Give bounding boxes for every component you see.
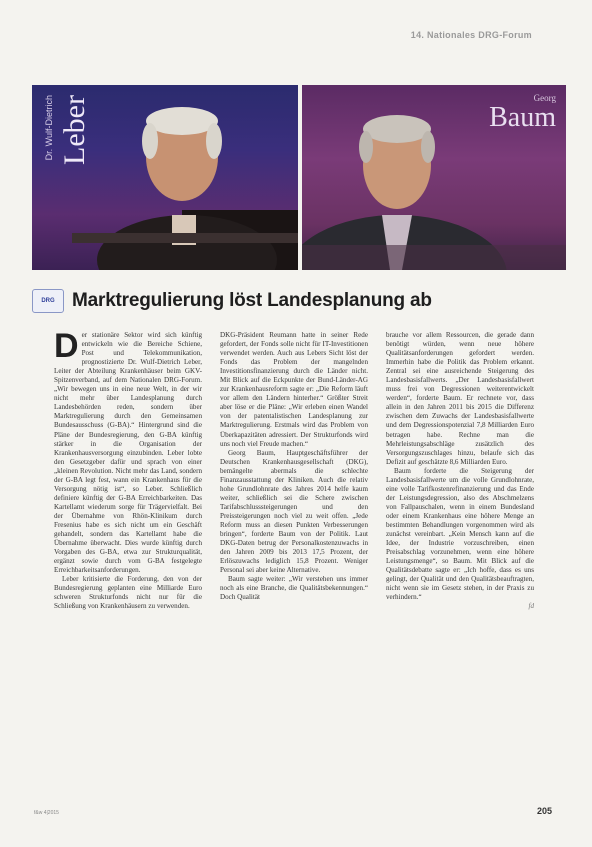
article-body	[54, 327, 538, 831]
photo-strip	[32, 85, 566, 270]
article-headline: Marktregulierung löst Landesplanung ab	[72, 290, 432, 311]
footer-issue: f&w 4|2015	[34, 810, 59, 816]
page-number: 205	[536, 806, 552, 816]
article-column-2	[220, 331, 368, 602]
logo-text: DRG	[41, 298, 55, 304]
baum-banner	[489, 93, 556, 133]
leber-last-name: Leber	[58, 95, 91, 165]
article-column-3	[386, 331, 534, 611]
baum-last-name: Baum	[489, 102, 556, 133]
article-title-row	[32, 286, 432, 316]
photo-baum	[302, 85, 566, 270]
paragraph: Georg Baum, Hauptgeschäftsführer der Deutschen Krankenhausgesellschaft (DKG), bemängelte abermals die schlechte Finanzausstattung der Kliniken. Auch die relativ hohe Grundlohnrate des Jahres 2014 helfe kaum weiter, schließlich sei die Schere zwischen Tarifabschlusssteigerungen und den Preissteigerungen noch viel zu weit offen. „Jede Reform muss an diesen Punkten Verbesserungen bringen“, forderte Baum von der Politik. Laut DKG-Daten betrug der Personalkostenzuwachs in den Jahren 2009 bis 2013 17,5 Prozent, der Erlöszuwachs lediglich 15,8 Prozent. Weniger Personal sei aber keine Alternative.	[220, 448, 368, 575]
paragraph: Leber kritisierte die Forderung, den von der Bundesregierung geplanten eine Milliarde Euro schweren Strukturfonds nicht nur für die Schließung von Krankenhäusern zu verwenden.	[54, 575, 202, 611]
paragraph: brauche vor allem Ressourcen, die gerade dann benötigt würden, wenn neue höhere Qualitätsanforderungen gefordert werden. Immerhin habe die Politik das Problem erkannt. Zentral sei eine ausreichende Steigerung des Landesbasisfallwerts. „Der Landesbasisfallwert muss frei von Degressionen weiterentwickelt werden“, forderte Baum. Er rechnete vor, dass allein in den Jahren 2011 bis 2015 die Differenz zwischen dem Zuwachs der Landesbasisfallwerte und dem Degressionspotenzial 7,8 Milliarden Euro betragen habe. Rechne man die Mehrleistungsabschläge zusätzlich des Versorgungszuschlages hinzu, belaufe sich das Defizit auf geschätzte 8,6 Milliarden Euro.	[386, 331, 534, 466]
drg-forum-logo-icon	[32, 289, 64, 313]
drop-cap: D	[54, 327, 79, 365]
author-signature: fd	[528, 602, 534, 611]
forum-header: 14. Nationales DRG-Forum	[410, 30, 532, 40]
paragraph: DKG-Präsident Reumann hatte in seiner Rede gefordert, der Fonds solle nicht für IT-Investitionen verwendet werden. Auch aus Lebers Sicht löst der Fonds das Problem der mangelnden Investitionsfinanzierung durch die Länder nicht. Mit Blick auf die Eckpunkte der Bund-Länder-AG zur Krankenhausreform sagte er: „Die Reform läuft vor allem den Ländern hinterher.“ Größter Streit aber löse er die Pläne: „Wir erleben einen Wandel von der patentalistischen Landesplanung zur Marktregulierung. Erstmals wird das Problem von Überkapazitäten adressiert. Der Strukturfonds wird uns noch viel Freude machen.“	[220, 331, 368, 448]
paragraph: Baum sagte weiter: „Wir verstehen uns immer noch als eine Branche, die Qualitätsbekennungen.“ Doch Qualität	[220, 575, 368, 602]
paragraph: Baum forderte die Steigerung der Landesbasisfallwerte um die volle Grundlohnrate, eine volle Tarifkostenrefinanzierung und das Ende der Leistungsdegression, also des Abschmelzens von Fallpauschalen, wenn in einem Bundesland oder einem Krankenhaus eine höhere Menge an bestimmten Behandlungen vorgenommen wird als zunächst vereinbart. „Kein Mensch kann auf die Idee, der Industrie vorzuschreiben, einen Preisabschlag vorzunehmen, wenn eine höhere Leistungsmenge“, so Baum. Mit Blick auf die Qualitätsdebatte sagte er: „Ich hoffe, dass es uns gelingt, der Qualität und den Qualitätsbeauftragten, nicht wenn sie im Gesetz stehen, in der Praxis zu verhindern.“	[386, 466, 534, 602]
leber-banner	[40, 95, 90, 225]
paragraph: er stationäre Sektor wird sich künftig entwickeln wie die Bereiche Schiene, Post und Telekommunikation, prognostizierte Dr. Wulf-Dietrich Leber, Leiter der Abteilung Krankenhäuser beim GKV-Spitzenverband, auf dem Nationalen DRG-Forum. „Wir bewegen uns in eine neue Welt, in der wir nicht mehr über Landesplanung durch Landesbehörden reden, sondern über Marktregulierung durch den Gemeinsamen Bundesausschuss (G-BA).“ Hintergrund sind die Pläne der Bundesregierung, den G-BA künftig stärker in die Organisation der Krankenhausversorgung einzubinden. Leber lobte den Gesetzgeber dafür und sprach von einer „kleinen Revolution. Nicht mehr das Land, sondern der G-BA legt fest, wann ein Krankenhaus für die Versorgung nötig ist“, so Leber. Schließlich definiere künftig der G-BA Erreichbarkeiten. Das Kartellamt wiederum sorge für Trägervielfalt. Bei der Übernahme von Rhön-Klinikum durch Fresenius habe es sich nicht um ein Geschäft gehandelt, sondern das Kartellamt habe die Übernahme überwacht. Dies wurde künftig durch Vorgaben des G-BA, etwa zur Strukturqualität, ergänzt sowie durch vom G-BA festgelegte Erreichbarkeitsanforderungen.	[54, 331, 202, 575]
photo-leber	[32, 85, 298, 270]
leber-first-name: Dr. Wulf-Dietrich	[44, 95, 54, 161]
baum-first-name: Georg	[533, 93, 556, 103]
article-column-1	[54, 327, 202, 611]
